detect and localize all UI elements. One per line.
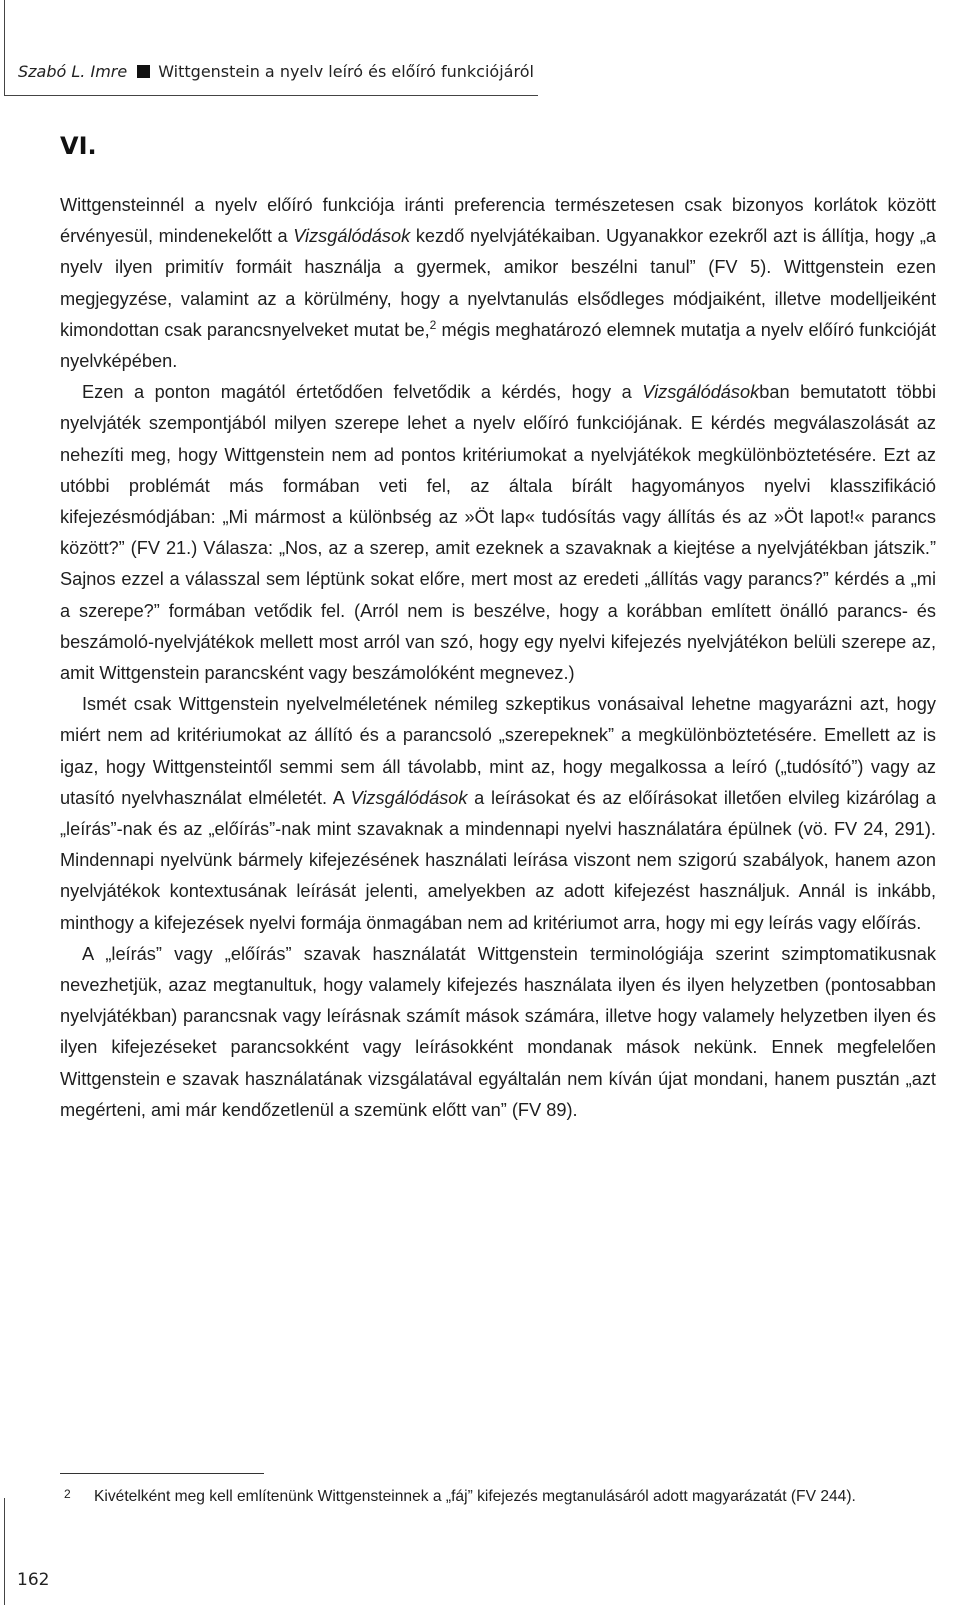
text-run: A „leírás” vagy „előírás” szavak használatát Wittgenstein terminológiája szerint szimptomatikusnak nevezhetjük, azaz megtanultuk, hogy valamely kifejezés használata ilyen és ilyen helyzetben (pontosabban nyelvjátékban) parancsnak vagy leírásnak számít mások számára, illetve hogy valamely helyzetben ilyen és ilyen kifejezéseket parancsokként vagy leírásokként mondanak mások nekünk. Ennek megfelelően Wittgenstein e szavak használatának vizsgálatával egyáltalán nem kíván újat mondani, hanem pusztán „azt megérteni, ami már kendőzetlenül a szemünk előtt van” (FV 89).: [60, 943, 936, 1120]
text-run: a leírásokat és az előírásokat illetően elvileg kizárólag a „leírás”-nak és az „előírás”-nak mint szavaknak a mindennapi nyelvi használatára épülnek (vö. FV 24, 291). Mindennapi nyelvünk bármely kifejezésének használati leírása viszont nem szigorú szabályok, hanem azon nyelvjátékok kontextusának leírását jelenti, amelyekben az adott kifejezést használjuk. Annál is inkább, minthogy a kifejezések nyelvi formája önmagában nem ad kritériumot arra, hogy mi egy leírás vagy előírás.: [60, 787, 936, 933]
footnote-number: 2: [64, 1487, 71, 1501]
square-bullet-icon: [137, 65, 150, 78]
page-number-rule: [4, 1498, 5, 1605]
paragraph: [60, 939, 936, 1126]
running-header: [18, 62, 534, 81]
italic-text: Vizsgálódások: [293, 226, 411, 247]
header-horizontal-rule: [4, 95, 538, 96]
page-number: 162: [17, 1570, 50, 1590]
header-author: Szabó L. Imre: [18, 62, 128, 81]
text-run: Ezen a ponton magától értetődően felvetődik a kérdés, hogy a: [82, 382, 643, 403]
paragraph: [60, 377, 936, 689]
body-text: [60, 190, 936, 1126]
footnote-text: Kivételként meg kell említenünk Wittgensteinnek a „fáj” kifejezés megtanulásáról adott magyarázatát (FV 244).: [94, 1488, 856, 1505]
text-run: Wittgensteinnél a nyelv előíró funkciója iránti preferencia természetesen csak bizonyos korlátok között érvényesül, mindenekelőtt a: [60, 195, 936, 247]
footnote-reference: 2: [429, 317, 437, 332]
footnote: [64, 1485, 936, 1509]
header-vertical-rule: [4, 0, 5, 96]
paragraph: [60, 190, 936, 377]
italic-text: Vizsgálódások: [350, 787, 468, 808]
header-title: Wittgenstein a nyelv leíró és előíró funkciójáról: [158, 62, 534, 81]
text-run: mégis meghatározó elemnek mutatja a nyelv előíró funkcióját nyelvképében.: [60, 319, 936, 372]
text-run: Ismét csak Wittgenstein nyelvelméletének némileg szkeptikus vonásaival lehetne magyarázni azt, hogy miért nem ad kritériumokat az állító és a parancsoló „szerepeknek” a megkülönböztetésére. Emellett az is igaz, hogy Wittgensteintől semmi sem áll távolabb, mint az, hogy megalkossa a leíró („tudósító”) vagy az utasító nyelvhasználat elméletét. A: [60, 694, 936, 808]
text-run: ban bemutatott többi nyelvjáték szempontjából milyen szerepe lehet a nyelv előíró funkciójának. E kérdés megválaszolását az nehezíti meg, hogy Wittgenstein nem ad pontos kritériumokat a nyelvjátékok megkülönböztetésére. Ezt az utóbbi problémát más formában veti fel, az általa bírált hagyományos nyelvi klasszifikáció kifejezésmódjában: „Mi mármost a különbség az »Öt lap« tudósítás vagy állítás és az »Öt lapot!« parancs között?” (FV 21.) Válasza: „Nos, az a szerep, amit ezeknek a szavaknak a kiejtése a nyelvjátékban játszik.” Sajnos ezzel a válasszal sem léptünk sokat előre, mert most az eredeti „állítás vagy parancs?” kérdés a „mi a szerepe?” formában vetődik fel. (Arról nem is beszélve, hogy a korábban említett önálló parancs- és beszámoló-nyelvjátékok mellett most arról van szó, hogy egy nyelvi kifejezés nyelvjátékon belüli szerepe az, amit Wittgenstein parancsként vagy beszámolóként megnevez.): [60, 382, 937, 684]
text-run: kezdő nyelvjátékaiban. Ugyanakkor ezekről azt is állítja, hogy „a nyelv ilyen primitív formáit használja a gyermek, amikor beszélni tanul” (FV 5). Wittgenstein ezen megjegyzése, valamint az a körülmény, hogy a nyelvtanulás elsődleges módjaiként, illetve modelljeiként kimondottan csak parancsnyelveket mutat be,: [60, 226, 936, 340]
section-number: VI.: [60, 132, 97, 160]
paragraph: [60, 689, 936, 939]
footnote-rule: [60, 1473, 264, 1474]
italic-text: Vizsgálódások: [642, 382, 760, 403]
